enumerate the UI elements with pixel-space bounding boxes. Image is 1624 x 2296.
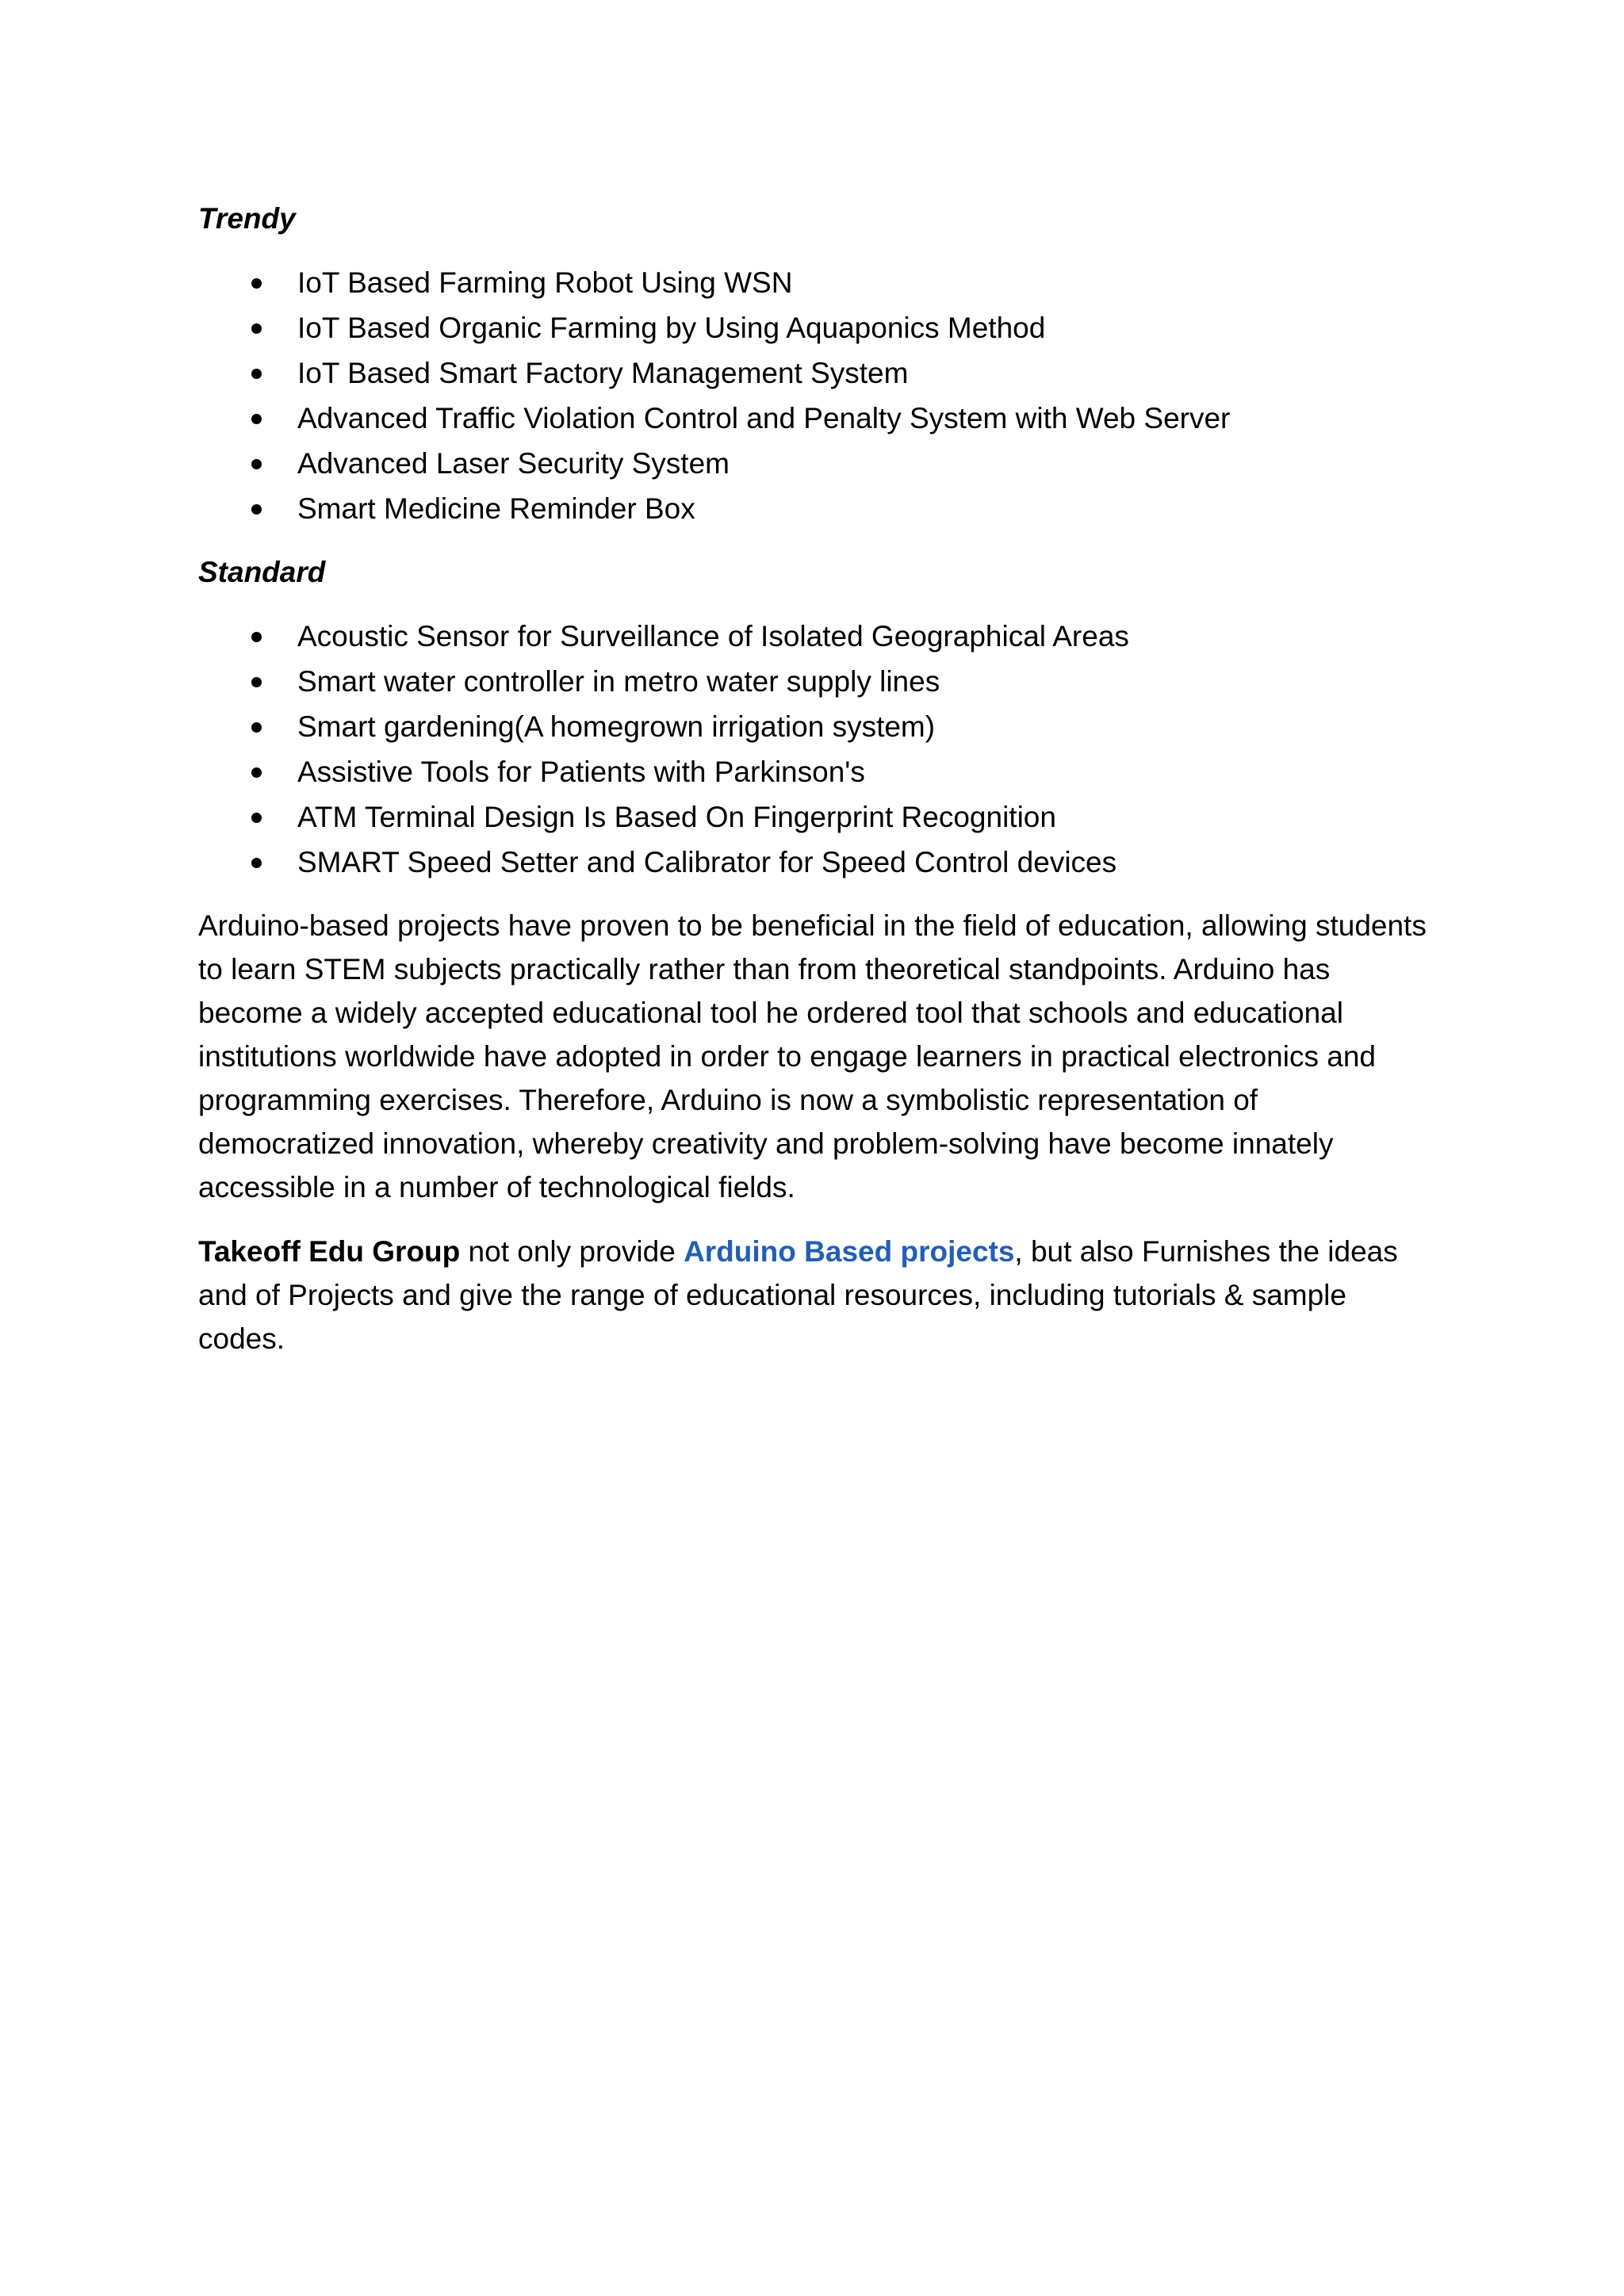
list-item-text: IoT Based Organic Farming by Using Aquaponics Method (297, 312, 1046, 344)
bullet-icon (251, 414, 262, 424)
closing-paragraph (198, 1230, 1435, 1360)
bullet-list (198, 614, 1435, 885)
paragraph-text: , but also Furnishes the ideas and of Projects and give the range of educational resources, including tutorials & sample codes. (198, 1235, 1398, 1355)
section-heading: Standard (198, 556, 326, 588)
list-item-text: Smart Medicine Reminder Box (297, 492, 695, 525)
list-item (198, 486, 1435, 531)
list-item (198, 749, 1435, 794)
bullet-icon (251, 858, 262, 868)
list-item (198, 260, 1435, 305)
list-item-text: ATM Terminal Design Is Based On Fingerprint Recognition (297, 801, 1056, 833)
bullet-icon (251, 278, 262, 289)
list-item (198, 350, 1435, 396)
section-trendy (198, 197, 1435, 531)
list-item (198, 704, 1435, 749)
bullet-icon (251, 722, 262, 733)
list-item (198, 614, 1435, 659)
list-item-text: SMART Speed Setter and Calibrator for Speed Control devices (297, 846, 1117, 878)
body-paragraph: Arduino-based projects have proven to be beneficial in the field of education, allowing students to learn STEM subjects practically rather than from theoretical standpoints. Arduino has become a widely accepted educational tool he ordered tool that schools and educational institutions worldwide have adopted in order to engage learners in practical electronics and programming exercises. Therefore, Arduino is now a symbolistic representation of democratized innovation, whereby creativity and problem-solving have become innately accessible in a number of technological fields. (198, 909, 1427, 1203)
bullet-icon (251, 767, 262, 778)
bullet-icon (251, 632, 262, 642)
list-item-text: Smart water controller in metro water supply lines (297, 665, 940, 698)
list-item-text: Smart gardening(A homegrown irrigation system) (297, 710, 936, 743)
list-item (198, 396, 1435, 441)
bullet-icon (251, 504, 262, 515)
list-item (198, 441, 1435, 486)
paragraph-text: not only provide (460, 1235, 684, 1268)
list-item-text: Advanced Traffic Violation Control and Penalty System with Web Server (297, 402, 1231, 434)
list-item (198, 794, 1435, 840)
bullet-icon (251, 459, 262, 469)
bullet-list (198, 260, 1435, 531)
bullet-icon (251, 677, 262, 687)
bullet-icon (251, 323, 262, 334)
list-item (198, 659, 1435, 704)
document-page (198, 197, 1435, 1381)
bullet-icon (251, 813, 262, 823)
company-name: Takeoff Edu Group (198, 1235, 461, 1268)
bullet-icon (251, 369, 262, 379)
list-item-text: Advanced Laser Security System (297, 447, 730, 480)
list-item (198, 305, 1435, 350)
list-item-text: IoT Based Farming Robot Using WSN (297, 266, 793, 299)
list-item-text: IoT Based Smart Factory Management System (297, 357, 909, 389)
list-item-text: Acoustic Sensor for Surveillance of Isolated Geographical Areas (297, 620, 1129, 652)
section-heading: Trendy (198, 202, 296, 235)
list-item-text: Assistive Tools for Patients with Parkinson's (297, 756, 865, 788)
section-standard (198, 550, 1435, 885)
arduino-projects-link[interactable]: Arduino Based projects (684, 1235, 1015, 1268)
list-item (198, 840, 1435, 885)
